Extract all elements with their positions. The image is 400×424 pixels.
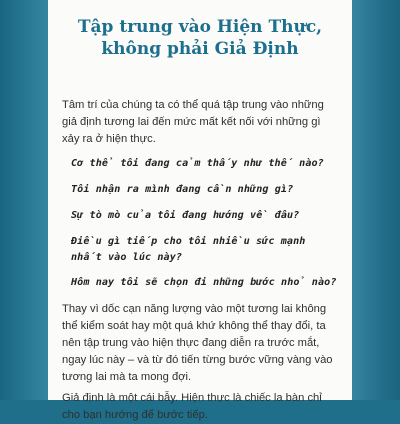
title-line-2: không phải Giả Định	[101, 39, 299, 59]
body-paragraph: Thay vì dốc cạn năng lượng vào một tương lai không thể kiểm soát hay một quá khứ không thể thay đổi, ta nên tập trung vào hiện thực đang diễn ra trước mắt, ngay lúc này – và từ đó tiến từng bước vững vàng vào tương lai mà ta mong đợi.	[62, 303, 333, 383]
left-border-strip	[0, 0, 48, 400]
question-item: Tôi nhận ra mình đang cần những gì?	[71, 184, 294, 195]
title-line-1: Tập trung vào Hiện Thực,	[77, 17, 323, 37]
page-title	[62, 16, 338, 60]
question-item: Điều gì tiếp cho tôi nhiều sức mạnh nhất vào lúc này?	[71, 236, 306, 263]
content-card	[48, 0, 352, 421]
right-border-strip	[352, 0, 400, 400]
body-paragraph: Giả định là một cái bẫy. Hiện thực là chiếc la bàn chỉ cho bạn hướng để bước tiếp.	[62, 392, 322, 421]
question-item: Sự tò mò của tôi đang hướng về đâu?	[71, 210, 300, 221]
question-item: Cơ thể tôi đang cảm thấy như thế nào?	[71, 158, 324, 169]
question-item: Hôm nay tôi sẽ chọn đi những bước nhỏ nào?	[71, 277, 337, 288]
question-list	[62, 156, 338, 291]
intro-paragraph: Tâm trí của chúng ta có thể quá tập trung vào những giả định tương lai đến mức mất kết nối với những gì xảy ra ở hiện thực.	[62, 99, 324, 145]
